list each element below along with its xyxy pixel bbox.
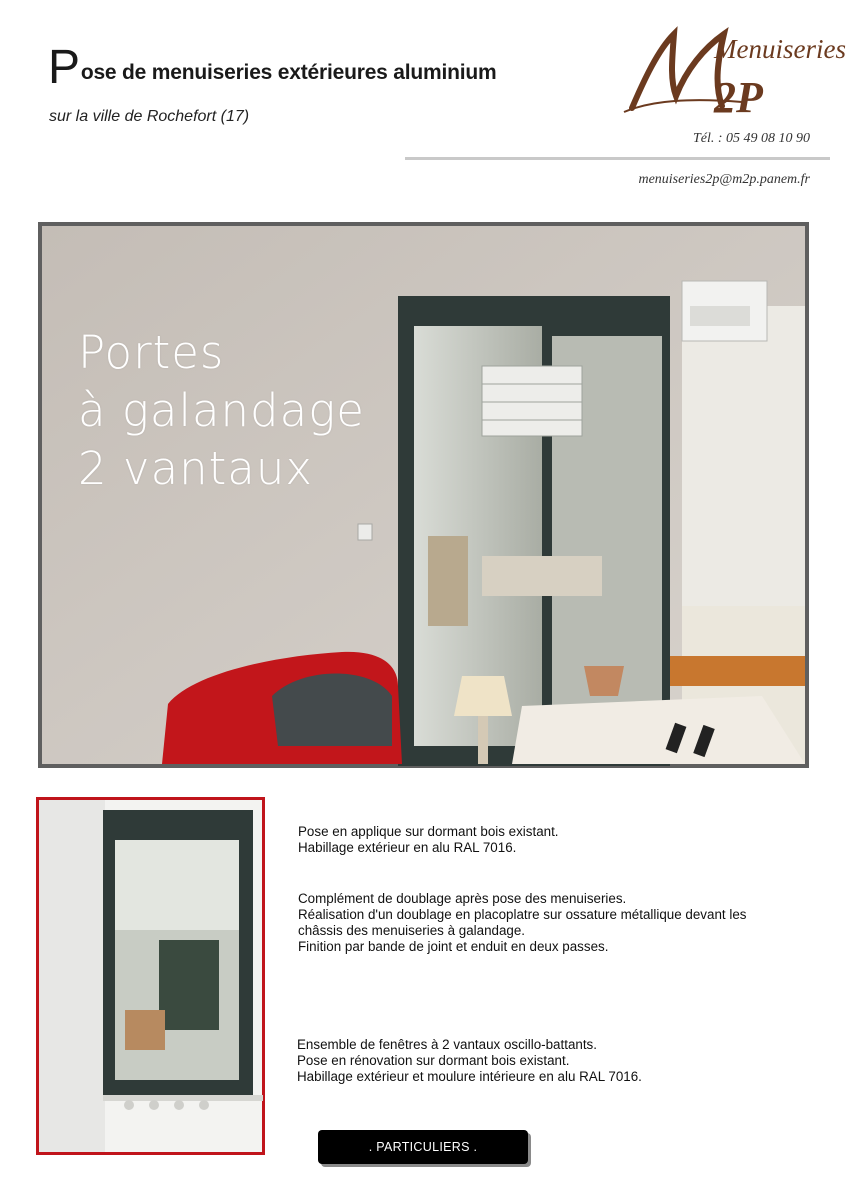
adjacent-room bbox=[682, 306, 805, 606]
hero-caption-line: Portes bbox=[78, 326, 225, 379]
hero-caption-line: à galandage bbox=[78, 384, 365, 437]
company-logo bbox=[622, 20, 846, 130]
window-reflection bbox=[115, 840, 239, 930]
description-line: Habillage extérieur en alu RAL 7016. bbox=[298, 840, 517, 855]
plant-pot bbox=[584, 666, 624, 696]
sofa-cushion bbox=[272, 674, 392, 747]
reflected-doorway bbox=[159, 940, 219, 1030]
description-block bbox=[298, 824, 559, 856]
description-line: Ensemble de fenêtres à 2 vantaux oscillo-battants. bbox=[297, 1037, 597, 1052]
category-badge: . PARTICULIERS . bbox=[318, 1130, 528, 1164]
window-sill bbox=[103, 1095, 263, 1101]
description-line: Finition par bande de joint et enduit en deux passes. bbox=[298, 939, 609, 954]
logo-mark: 2P bbox=[714, 73, 763, 122]
description-line: Habillage extérieur et moulure intérieure en alu RAL 7016. bbox=[297, 1069, 642, 1084]
description-line: Pose en rénovation sur dormant bois existant. bbox=[297, 1053, 570, 1068]
hero-photo bbox=[38, 222, 809, 768]
sill-candle bbox=[149, 1100, 159, 1110]
description-block bbox=[298, 891, 746, 955]
lamp-base bbox=[478, 716, 488, 764]
sill-candle bbox=[174, 1100, 184, 1110]
description-line: Pose en applique sur dormant bois existant. bbox=[298, 824, 559, 839]
reflected-furniture bbox=[125, 1010, 165, 1050]
logo-graphic bbox=[622, 20, 846, 130]
title-text: ose de menuiseries extérieures aluminium bbox=[80, 61, 497, 84]
page-title bbox=[48, 41, 497, 94]
logo-m-swash bbox=[632, 34, 724, 108]
reveal-shadow bbox=[39, 800, 105, 1152]
coffee-table bbox=[512, 696, 805, 764]
light-switch bbox=[358, 524, 372, 540]
description-line: Complément de doublage après pose des menuiseries. bbox=[298, 891, 627, 906]
sill-candle bbox=[199, 1100, 209, 1110]
reflected-desk bbox=[482, 556, 602, 596]
sill-candle bbox=[124, 1100, 134, 1110]
title-initial: P bbox=[48, 41, 80, 94]
reflected-chair bbox=[428, 536, 468, 626]
reflected-window bbox=[482, 366, 582, 436]
phone-number: Tél. : 05 49 08 10 90 bbox=[692, 131, 810, 146]
header-divider bbox=[405, 157, 830, 160]
logo-word: Menuiseries bbox=[714, 34, 846, 64]
email-address: menuiseries2p@m2p.panem.fr bbox=[638, 172, 810, 187]
air-conditioner-grille bbox=[690, 306, 750, 326]
lamp-shade bbox=[454, 676, 512, 716]
description-line: châssis des menuiseries à galandage. bbox=[298, 923, 526, 938]
page-subtitle: sur la ville de Rochefort (17) bbox=[49, 108, 250, 125]
hero-caption-line: 2 vantaux bbox=[78, 442, 314, 495]
description-line: Réalisation d'un doublage en placoplatre sur ossature métallique devant les bbox=[298, 907, 747, 922]
floor-step bbox=[670, 656, 805, 686]
window-photo-illustration bbox=[39, 800, 262, 1152]
window-photo bbox=[36, 797, 265, 1155]
hero-caption bbox=[78, 324, 365, 498]
description-block bbox=[297, 1037, 642, 1085]
